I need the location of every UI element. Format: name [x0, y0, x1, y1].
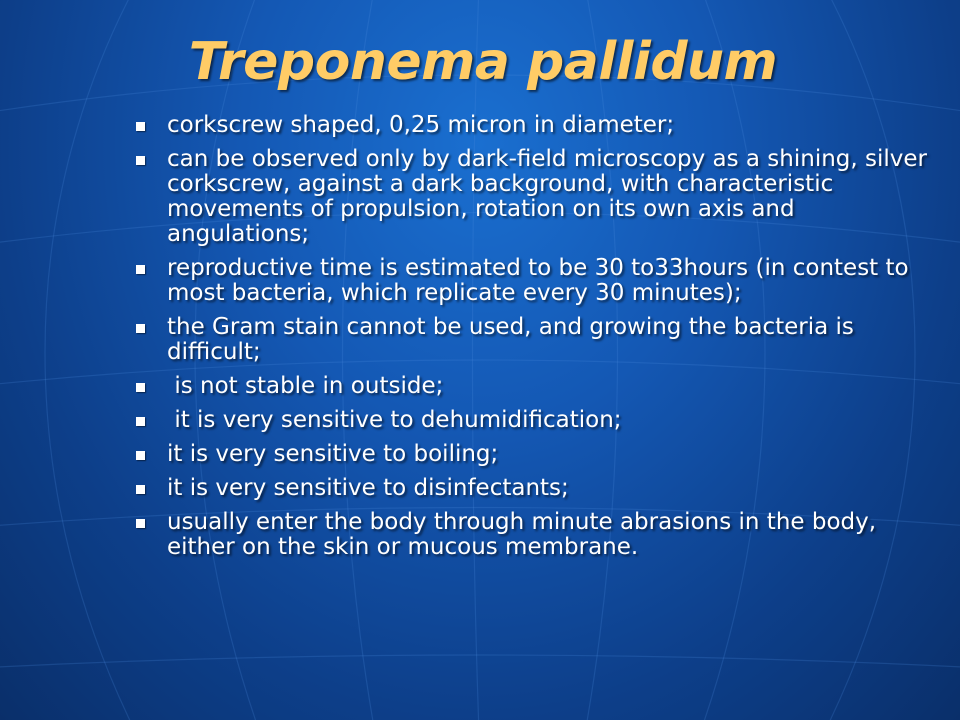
square-bullet-icon	[136, 519, 145, 528]
square-bullet-icon	[136, 122, 145, 131]
bullet-item	[130, 442, 930, 467]
bullet-item	[130, 510, 930, 560]
bullet-text: it is very sensitive to disinfectants;	[167, 475, 569, 501]
bullet-item	[130, 476, 930, 501]
bullet-text: the Gram stain cannot be used, and growing the bacteria is difficult;	[167, 314, 862, 365]
bullet-text: is not stable in outside;	[167, 373, 444, 399]
square-bullet-icon	[136, 324, 145, 333]
square-bullet-icon	[136, 485, 145, 494]
bullet-text: it is very sensitive to dehumidification;	[167, 407, 622, 433]
bullet-text: it is very sensitive to boiling;	[167, 441, 499, 467]
bullet-text: corkscrew shaped, 0,25 micron in diameter;	[167, 112, 675, 138]
slide-title: Treponema pallidum	[188, 32, 778, 92]
square-bullet-icon	[136, 265, 145, 274]
square-bullet-icon	[136, 417, 145, 426]
square-bullet-icon	[136, 451, 145, 460]
bullet-item	[130, 315, 930, 365]
bullet-text: reproductive time is estimated to be 30 to33hours (in contest to most bacteria, which replicate every 30 minutes);	[167, 255, 916, 306]
bullet-item	[130, 256, 930, 306]
square-bullet-icon	[136, 156, 145, 165]
bullet-text: can be observed only by dark-field microscopy as a shining, silver corkscrew, against a dark background, with characteristic movements of propulsion, rotation on its own axis and angulations;	[167, 146, 935, 247]
bullet-item	[130, 113, 930, 138]
bullet-item	[130, 374, 930, 399]
square-bullet-icon	[136, 383, 145, 392]
bullet-text: usually enter the body through minute abrasions in the body, either on the skin or mucous membrane.	[167, 509, 884, 560]
bullet-item	[130, 146, 935, 247]
bullet-list	[130, 112, 935, 560]
bullet-item	[130, 408, 930, 433]
